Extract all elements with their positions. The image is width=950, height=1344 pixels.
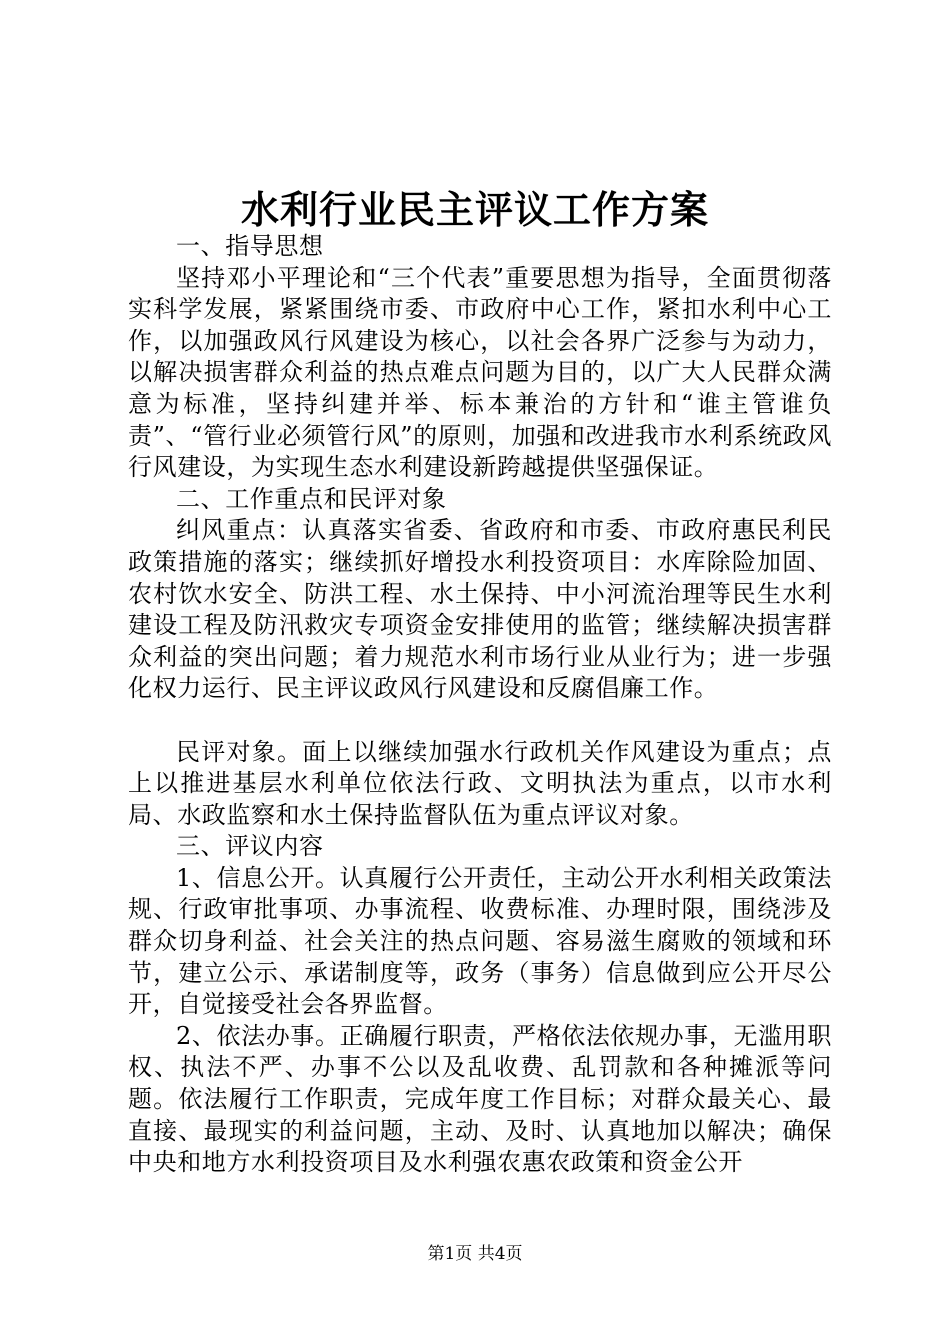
page-number: 第1页 共4页 xyxy=(427,1244,523,1264)
paragraph-rectification-focus: 纠风重点：认真落实省委、省政府和市委、市政府惠民利民政策措施的落实；继续抓好增投水利投资项目：水库除险加固、农村饮水安全、防洪工程、水土保持、中小河流治理等民生水利建设工程及防汛救灾专项资金安排使用的监管；继续解决损害群众利益的突出问题；着力规范水利市场行业从业行为；进一步强化权力运行、民主评议政风行风建设和反腐倡廉工作。 xyxy=(128,516,832,703)
paragraph-lawful-conduct: 2、依法办事。正确履行职责，严格依法依规办事，无滥用职权、执法不严、办事不公以及乱收费、乱罚款和各种摊派等问题。依法履行工作职责，完成年度工作目标；对群众最关心、最直接、最现实的利益问题，主动、及时、认真地加以解决；确保中央和地方水利投资项目及水利强农惠农政策和资金公开 xyxy=(128,1021,832,1177)
section-heading-guiding-ideology: 一、指导思想 xyxy=(176,232,324,260)
paragraph-information-disclosure: 1、信息公开。认真履行公开责任，主动公开水利相关政策法规、行政审批事项、办事流程、收费标准、办理时限，围绕涉及群众切身利益、社会关注的热点问题、容易滋生腐败的领域和环节，建立公示、承诺制度等，政务（事务）信息做到应公开尽公开，自觉接受社会各界监督。 xyxy=(128,863,832,1019)
paragraph-guiding-ideology: 坚持邓小平理论和“三个代表”重要思想为指导，全面贯彻落实科学发展，紧紧围绕市委、市政府中心工作，紧扣水利中心工作，以加强政风行风建设为核心，以社会各界广泛参与为动力，以解决损害群众利益的热点难点问题为目的，以广大人民群众满意为标准，坚持纠建并举、标本兼治的方针和“谁主管谁负责”、“管行业必须管行风”的原则，加强和改进我市水利系统政风行风建设，为实现生态水利建设新跨越提供坚强保证。 xyxy=(128,263,832,482)
section-heading-work-focus: 二、工作重点和民评对象 xyxy=(176,484,447,513)
document-title: 水利行业民主评议工作方案 xyxy=(240,187,709,232)
document-body xyxy=(128,231,832,1179)
section-heading-evaluation-content: 三、评议内容 xyxy=(176,832,324,861)
paragraph-evaluation-targets: 民评对象。面上以继续加强水行政机关作风建设为重点；点上以推进基层水利单位依法行政、文明执法为重点，以市水利局、水政监察和水土保持监督队伍为重点评议对象。 xyxy=(128,737,832,829)
